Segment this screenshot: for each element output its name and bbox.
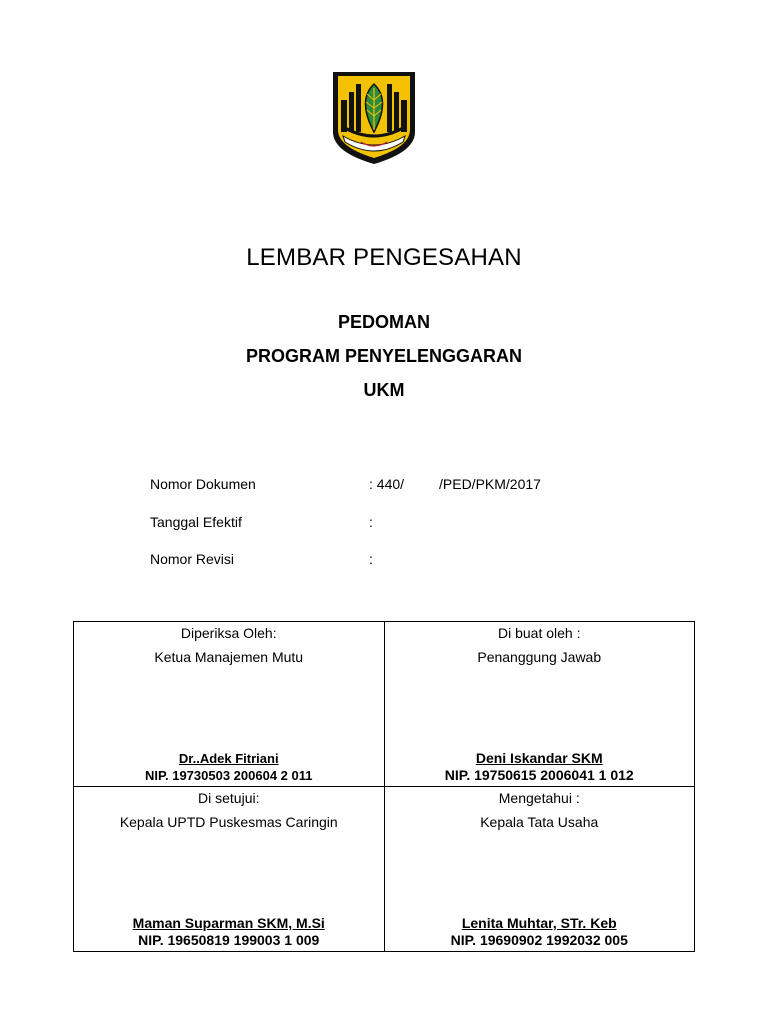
nomor-dokumen-value-1: : 440/ xyxy=(369,476,405,492)
signature-nip: NIP. 19750615 2006041 1 012 xyxy=(444,767,634,783)
signature-cell-diperiksa xyxy=(74,622,385,787)
tanggal-efektif-value: : xyxy=(369,514,373,530)
signature-nip: NIP. 19690902 1992032 005 xyxy=(450,932,628,948)
tanggal-efektif-label: Tanggal Efektif xyxy=(150,514,242,530)
signature-table xyxy=(73,621,695,952)
signature-nip: NIP. 19650819 199003 1 009 xyxy=(138,932,320,948)
signature-name: Dr..Adek Fitriani xyxy=(178,751,279,766)
subtitle-line-1: PEDOMAN xyxy=(337,312,430,332)
signature-role: Kepala Tata Usaha xyxy=(480,814,599,830)
signature-heading: Di setujui: xyxy=(198,790,260,806)
signature-role: Penanggung Jawab xyxy=(477,649,602,665)
regency-emblem-logo xyxy=(331,70,417,166)
signature-name: Lenita Muhtar, STr. Keb xyxy=(461,915,617,931)
nomor-revisi-label: Nomor Revisi xyxy=(150,551,235,567)
signature-cell-dibuat xyxy=(384,622,695,787)
signature-role: Ketua Manajemen Mutu xyxy=(154,649,304,665)
signature-heading: Di buat oleh : xyxy=(498,625,581,641)
signature-heading: Mengetahui : xyxy=(498,790,580,806)
signature-heading: Diperiksa Oleh: xyxy=(180,625,277,641)
nomor-revisi-value: : xyxy=(369,551,373,567)
subtitle-line-3: UKM xyxy=(363,380,405,400)
signature-cell-disetujui xyxy=(74,787,385,952)
nomor-dokumen-value-2: /PED/PKM/2017 xyxy=(439,476,541,492)
subtitle-line-2: PROGRAM PENYELENGGARAN xyxy=(245,346,523,366)
signature-nip: NIP. 19730503 200604 2 011 xyxy=(145,768,313,783)
signature-name: Maman Suparman SKM, M.Si xyxy=(132,915,325,931)
signature-cell-mengetahui xyxy=(384,787,695,952)
signature-role: Kepala UPTD Puskesmas Caringin xyxy=(119,814,338,830)
nomor-dokumen-label: Nomor Dokumen xyxy=(150,476,256,492)
page-title: LEMBAR PENGESAHAN xyxy=(246,244,522,271)
signature-name: Deni Iskandar SKM xyxy=(475,750,603,766)
